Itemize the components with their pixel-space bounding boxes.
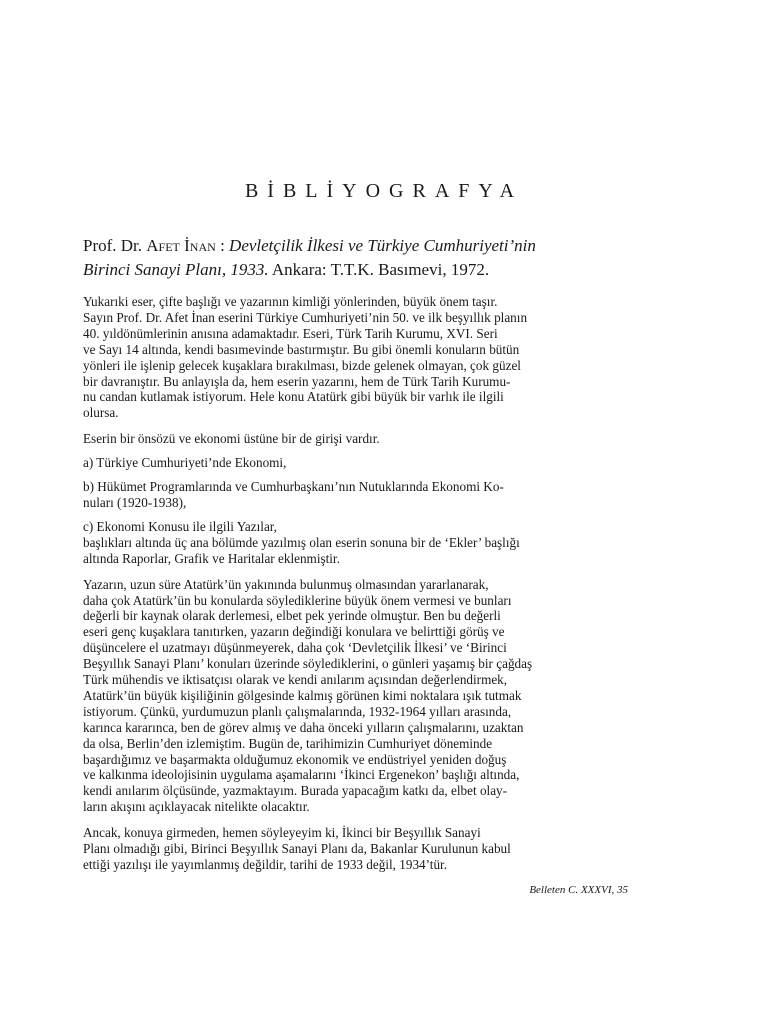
text-line: ve Sayı 14 altında, kendi basımevinde bastırmıştır. Bu gibi önemli konuların bütün [83,341,520,357]
text-line: ların akışını açıklayacak nitelikte olacaktır. [83,799,310,815]
paragraph-3 [83,577,628,816]
text-line: a) Türkiye Cumhuriyeti’nde Ekonomi, [83,455,287,471]
text-line: ve kalkınma ideolojisinin uygulama aşamalarını ‘İkinci Ergenekon’ başlığı altında, [83,767,520,783]
list-item-a [83,455,628,471]
text-line: Türk mühendis ve iktisatçısı olarak ve kendi anılarım açısından değerlendirmek, [83,672,508,688]
text-line: nu candan kutlamak istiyorum. Hele konu Atatürk gibi büyük bir varlık ile ilgili [83,389,504,405]
text-line: daha çok Atatürk’ün bu konularda söylediklerine büyük önem vermesi ve bunları [83,592,512,608]
heading-prefix: Prof. Dr. [83,236,147,255]
text-line: Yukarıki eser, çifte başlığı ve yazarının kimliği yönlerinden, büyük önem taşır. [83,294,498,309]
text-line: altında Raporlar, Grafik ve Haritalar eklenmiştir. [83,550,340,566]
heading-separator: : [215,236,230,255]
heading-author: Afet İnan [146,236,216,255]
text-line: başlıkları altında üç ana bölümde yazılmış olan eserin sonuna bir de ‘Ekler’ başlığı [83,534,520,550]
text-line: eseri genç kuşaklara tanıtırken, yazarın değindiği konulara ve belirttiği görüş ve [83,624,505,640]
paragraph-4 [83,825,628,873]
bibliographic-heading [83,234,643,282]
text-line: Yazarın, uzun süre Atatürk’ün yakınında bulunmuş olmasından yararlanarak, [83,576,489,592]
text-line: 40. yıldönümlerinin anısına adamaktadır. Eseri, Türk Tarih Kurumu, XVI. Seri [83,325,498,341]
text-line: Eserin bir önsözü ve ekonomi üstüne bir de girişi vardır. [83,431,380,447]
text-line: nuları (1920-1938), [83,494,187,510]
text-line: olursa. [83,405,119,421]
text-line: bir davranıştır. Bu anlayışla da, hem eserin yazarını, hem de Türk Tarih Kurumu- [83,373,511,389]
text-line: yönleri ile işlenip gelecek kuşaklara bırakılması, bizde gelenek olmayan, çok güzel [83,357,521,373]
text-line: b) Hükümet Programlarında ve Cumhurbaşkanı’nın Nutuklarında Ekonomi Ko- [83,479,504,495]
page-footer: Belleten C. XXXVI, 35 [529,884,628,896]
text-line: Beşyıllık Sanayi Planı’ konuları üzerinde söylediklerini, o günleri yaşamış bir çağdaş [83,656,533,672]
list-item-c [83,519,628,567]
review-body [83,294,628,873]
text-line: da olsa, Berlin’den izlemiştim. Bugün de, tarihimizin Cumhuriyet döneminde [83,735,493,751]
text-line: c) Ekonomi Konusu ile ilgili Yazılar, [83,518,277,534]
list-item-b [83,479,628,511]
heading-work-title-2: Birinci Sanayi Planı, 1933. [83,260,269,279]
text-line: Sayın Prof. Dr. Afet İnan eserini Türkiye Cumhuriyeti’nin 50. ve ilk beşyıllık planın [83,309,528,325]
text-line: başardığımız ve başarmakta olduğumuz ekonomik ve endüstriyel yeniden doğuş [83,751,507,767]
text-line: düşüncelere el uzatmayı düşünmeyerek, daha çok ‘Devletçilik İlkesi’ ve ‘Birinci [83,640,507,656]
text-line: karınca kararınca, ben de görev almış ve daha önceki yılların çalışmalarını, uzaktan [83,719,524,735]
text-line: değerli bir kaynak olarak derlemesi, elbet pek yerinde olmuştur. Ben bu değerli [83,608,501,624]
text-line: Planı olmadığı gibi, Birinci Beşyıllık Sanayi Planı da, Bakanlar Kurulunun kabul [83,841,511,857]
page-title: BİBLİYOGRAFYA [244,180,524,202]
text-line: Atatürk’ün büyük kişiliğinin gölgesinde kalmış görünen kimi noktalara ışık tutmak [83,687,522,703]
heading-publisher: Ankara: T.T.K. Basımevi, 1972. [268,260,490,279]
paragraph-1 [83,294,628,421]
heading-work-title-1: Devletçilik İlkesi ve Türkiye Cumhuriyeti’nin [229,236,536,255]
text-line: istiyorum. Çünkü, yurdumuzun planlı çalışmalarında, 1932-1964 yılları arasında, [83,703,512,719]
text-line: ettiği yazılışı ile yayımlanmış değildir, tarihi de 1933 değil, 1934’tür. [83,857,448,872]
text-line: Ancak, konuya girmeden, hemen söyleyeyim ki, İkinci bir Beşyıllık Sanayi [83,825,481,841]
paragraph-2 [83,431,628,447]
text-line: kendi anılarım ölçüsünde, yazmaktayım. Burada yapacağım katkı da, elbet olay- [83,783,508,799]
